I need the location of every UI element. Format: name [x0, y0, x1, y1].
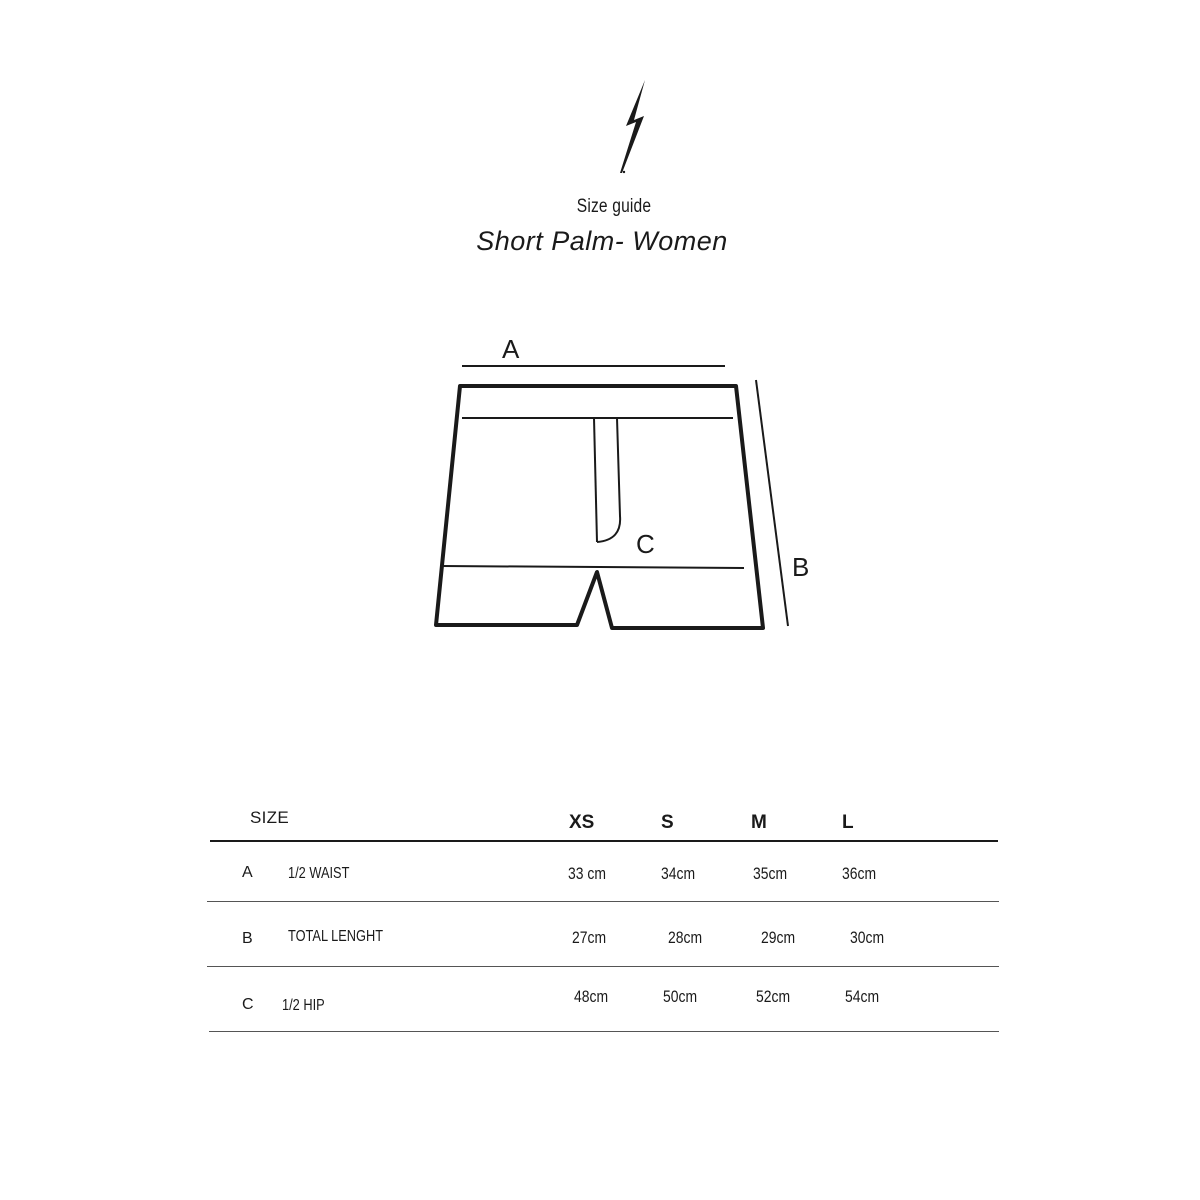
label-a: A: [502, 334, 520, 364]
size-header: SIZE: [250, 808, 289, 827]
table-cell: 30cm: [850, 928, 885, 947]
fly-line: [594, 418, 597, 542]
lightning-bolt-logo-icon: [612, 78, 654, 176]
fly-curve: [597, 418, 620, 542]
table-cell: 36cm: [842, 864, 877, 883]
row-divider: [209, 1031, 999, 1032]
row-letter: C: [242, 996, 254, 1013]
label-c: C: [636, 529, 655, 559]
table-cell: 50cm: [663, 987, 698, 1006]
row-label: 1/2 HIP: [282, 997, 325, 1014]
table-cell: 27cm: [572, 928, 607, 947]
hip-line: [442, 566, 744, 568]
column-header-l: L: [842, 812, 854, 833]
label-b: B: [792, 552, 810, 582]
shorts-measurement-diagram: [400, 320, 860, 650]
table-cell: 29cm: [761, 928, 796, 947]
column-header-xs: XS: [569, 812, 595, 833]
table-cell: 52cm: [756, 987, 791, 1006]
row-letter: A: [242, 864, 253, 881]
row-label: TOTAL LENGHT: [288, 928, 384, 945]
product-title: Short Palm- Women: [476, 226, 728, 256]
column-header-s: S: [661, 812, 674, 833]
row-divider: [207, 901, 999, 902]
table-cell: 48cm: [574, 987, 609, 1006]
header-divider: [210, 840, 998, 842]
length-measure-line: [756, 380, 788, 626]
table-cell: 28cm: [668, 928, 703, 947]
row-divider: [207, 966, 999, 967]
table-cell: 54cm: [845, 987, 880, 1006]
shorts-outline: [436, 386, 763, 628]
table-cell: 35cm: [753, 864, 788, 883]
table-cell: 33 cm: [568, 864, 606, 883]
table-cell: 34cm: [661, 864, 696, 883]
row-label: 1/2 WAIST: [288, 865, 350, 882]
column-header-m: M: [751, 812, 767, 833]
size-guide-label: Size guide: [576, 196, 652, 217]
row-letter: B: [242, 930, 253, 947]
